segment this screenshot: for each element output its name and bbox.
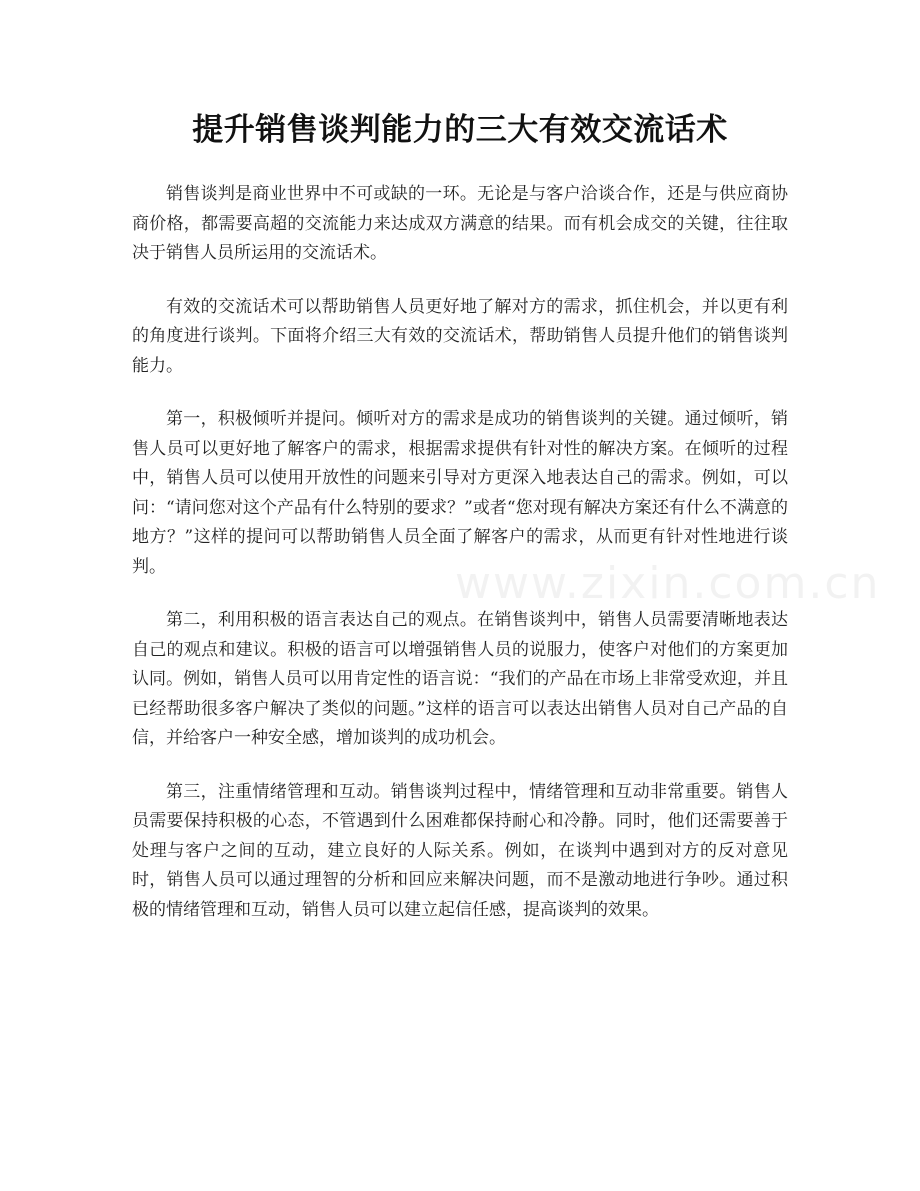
paragraph-first-technique: 第一，积极倾听并提问。倾听对方的需求是成功的销售谈判的关键。通过倾听，销售人员可以更好地了解客户的需求，根据需求提供有针对性的解决方案。在倾听的过程中，销售人员可以使用开放性的问题来引导对方更深入地表达自己的需求。例如，可以问：“请问您对这个产品有什么特别的要求？”或者“您对现有解决方案还有什么不满意的地方？”这样的提问可以帮助销售人员全面了解客户的需求，从而更有针对性地进行谈判。 (132, 409, 788, 577)
document-body (132, 180, 788, 949)
paragraph-overview: 有效的交流话术可以帮助销售人员更好地了解对方的需求，抓住机会，并以更有利的角度进行谈判。下面将介绍三大有效的交流话术，帮助销售人员提升他们的销售谈判能力。 (132, 296, 788, 376)
document-title: 提升销售谈判能力的三大有效交流话术 (192, 112, 728, 148)
paragraph-intro: 销售谈判是商业世界中不可或缺的一环。无论是与客户洽谈合作，还是与供应商协商价格，都需要高超的交流能力来达成双方满意的结果。而有机会成交的关键，往往取决于销售人员所运用的交流话术。 (132, 184, 788, 263)
watermark: www.zixin.com.cn (455, 558, 881, 609)
paragraph-third-technique: 第三，注重情绪管理和互动。销售谈判过程中，情绪管理和互动非常重要。销售人员需要保持积极的心态，不管遇到什么困难都保持耐心和冷静。同时，他们还需要善于处理与客户之间的互动，建立良好的人际关系。例如，在谈判中遇到对方的反对意见时，销售人员可以通过理智的分析和回应来解决问题，而不是激动地进行争吵。通过积极的情绪管理和互动，销售人员可以建立起信任感，提高谈判的效果。 (132, 781, 788, 920)
paragraph-second-technique: 第二，利用积极的语言表达自己的观点。在销售谈判中，销售人员需要清晰地表达自己的观点和建议。积极的语言可以增强销售人员的说服力，使客户对他们的方案更加认同。例如，销售人员可以用肯定性的语言说：“我们的产品在市场上非常受欢迎，并且已经帮助很多客户解决了类似的问题。”这样的语言可以表达出销售人员对自己产品的自信，并给客户一种安全感，增加谈判的成功机会。 (132, 610, 788, 748)
